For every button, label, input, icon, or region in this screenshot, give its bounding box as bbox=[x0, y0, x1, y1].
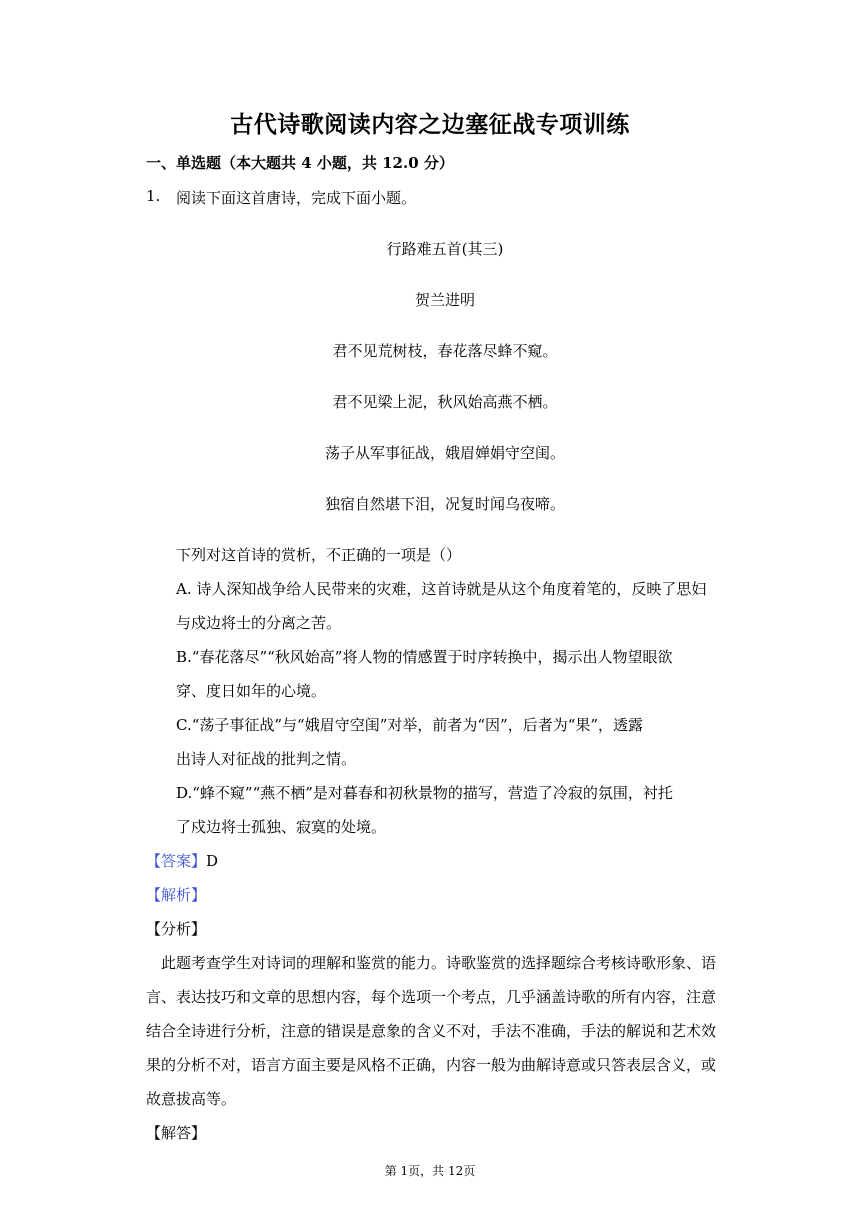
poem-line: 君不见梁上泥，秋风始高燕不栖。 bbox=[332, 393, 558, 411]
analysis-label: 【解析】 bbox=[146, 886, 207, 904]
answer-value: D bbox=[206, 852, 219, 870]
option-a: A. 诗人深知战争给人民带来的灾难，这首诗就是从这个角度着笔的，反映了思妇 bbox=[176, 580, 707, 598]
answer-label: 【答案】 bbox=[146, 852, 207, 870]
option-b: B.“春花落尽”“秋风始高”将人物的情感置于时序转换中，揭示出人物望眼欲 bbox=[176, 648, 673, 666]
answer-section-label: 【解答】 bbox=[146, 1124, 207, 1142]
answer-line bbox=[146, 850, 218, 871]
option-c: C.“荡子事征战”与“娥眉守空闺”对举，前者为“因”，后者为“果”，透露 bbox=[176, 716, 644, 734]
poem-author: 贺兰进明 bbox=[414, 291, 475, 309]
question-stem: 下列对这首诗的赏析，不正确的一项是（） bbox=[176, 546, 462, 564]
option-d-continued: 了戍边将士孤独、寂寞的处境。 bbox=[176, 818, 387, 836]
question-prompt: 阅读下面这首唐诗，完成下面小题。 bbox=[176, 189, 417, 207]
poem-title: 行路难五首(其三) bbox=[386, 240, 504, 258]
option-d: D.“蜂不窥”“燕不栖”是对暮春和初秋景物的描写，营造了冷寂的氛围，衬托 bbox=[176, 784, 673, 802]
analysis-sub-label: 【分析】 bbox=[146, 920, 207, 938]
page-title: 古代诗歌阅读内容之边塞征战专项训练 bbox=[230, 111, 630, 138]
poem-line: 独宿自然堪下泪，况复时闻乌夜啼。 bbox=[324, 495, 565, 513]
option-c-continued: 出诗人对征战的批判之情。 bbox=[176, 750, 357, 768]
analysis-text-line: 结合全诗进行分析，注意的错误是意象的含义不对，手法不准确，手法的解说和艺术效 bbox=[146, 1022, 717, 1040]
question-number: 1. bbox=[146, 187, 161, 205]
page-footer: 第 1页，共 12页 bbox=[384, 1164, 476, 1178]
option-a-continued: 与戍边将士的分离之苦。 bbox=[176, 614, 342, 632]
poem-line: 荡子从军事征战，娥眉婵娟守空闺。 bbox=[324, 444, 565, 462]
section-header: 一、单选题（本大题共 4 小题，共 12.0 分） bbox=[146, 154, 454, 172]
analysis-text-line: 果的分析不对，语言方面主要是风格不正确，内容一般为曲解诗意或只答表层含义，或 bbox=[146, 1056, 717, 1074]
analysis-text-line: 此题考查学生对诗词的理解和鉴赏的能力。诗歌鉴赏的选择题综合考核诗歌形象、语 bbox=[161, 954, 717, 972]
option-b-continued: 穿、度日如年的心境。 bbox=[176, 682, 327, 700]
poem-line: 君不见荒树枝，春花落尽蜂不窥。 bbox=[332, 342, 558, 360]
analysis-text-line: 故意拔高等。 bbox=[146, 1090, 237, 1108]
analysis-text-line: 言、表达技巧和文章的思想内容，每个选项一个考点，几乎涵盖诗歌的所有内容，注意 bbox=[146, 988, 717, 1006]
